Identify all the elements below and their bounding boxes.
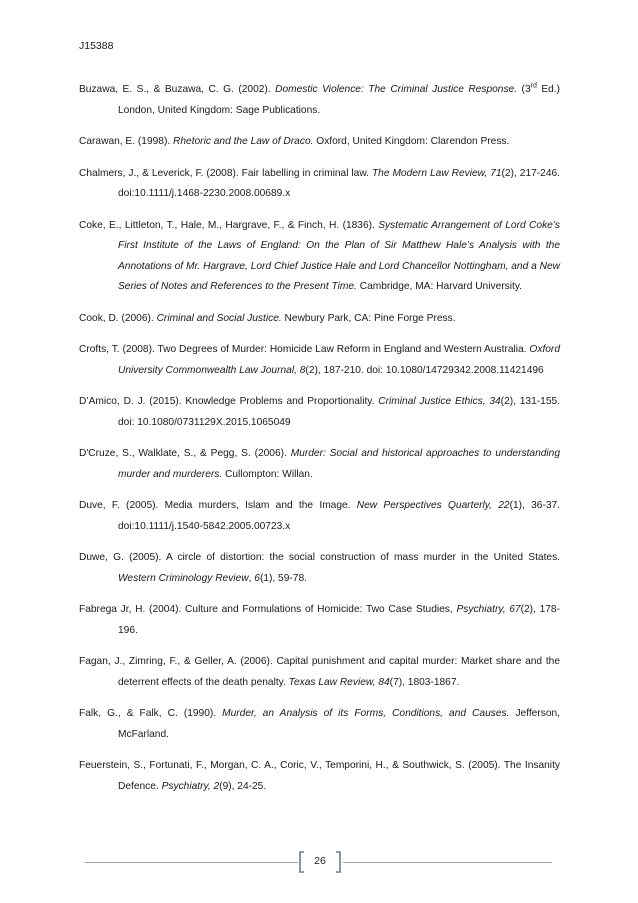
reference-italic-text: Murder: Social and historical approaches to understanding murder and murderers. (118, 448, 561, 480)
reference-text: Cullompton: Willan. (222, 468, 313, 480)
reference-text: Cambridge, MA: Harvard University. (356, 281, 522, 292)
reference-italic-text: Rhetoric and the Law of Draco. (173, 136, 314, 147)
page-number: 26 (314, 855, 326, 867)
reference-italic-text: Criminal and Social Justice. (156, 312, 282, 324)
reference-entry (79, 652, 560, 693)
footer-rule-right (343, 862, 552, 863)
left-bracket-icon (297, 851, 305, 873)
reference-italic-text: Texas Law Review, 84 (288, 676, 390, 688)
reference-superscript: rd (530, 82, 537, 90)
reference-text: (9), 24-25. (219, 780, 267, 792)
reference-entry (79, 600, 560, 641)
reference-text: Carawan, E. (1998). (79, 136, 173, 147)
reference-text: Cook, D. (2006). (79, 312, 157, 324)
reference-list (79, 80, 560, 808)
reference-entry (79, 756, 560, 797)
document-id: J15388 (79, 40, 114, 52)
reference-entry (79, 132, 560, 153)
reference-text: Buzawa, E. S., & Buzawa, C. G. (2002). (79, 84, 276, 95)
reference-text: (2), 178-196. (118, 604, 560, 636)
reference-text: Jefferson, McFarland. (118, 708, 560, 740)
reference-italic-text: Psychiatry, 2 (161, 780, 220, 792)
reference-text: Fagan, J., Zimring, F., & Geller, A. (2006). Capital punishment and capital murder: Market share and the deterrent effects of the death penalty. (79, 656, 560, 688)
reference-text: (2), 187-210. doi: 10.1080/14729342.2008.11421496 (305, 364, 544, 376)
reference-entry (79, 216, 560, 298)
reference-italic-text: New Perspectives Quarterly, 22 (356, 500, 510, 511)
reference-text: (2), 131-155. doi: 10.1080/0731129X.2015.1065049 (118, 396, 560, 428)
reference-text: Falk, G., & Falk, C. (1990). (79, 708, 223, 719)
reference-text: (2), 217-246. doi:10.1111/j.1468-2230.2008.00689.x (118, 167, 560, 199)
reference-text: Feuerstein, S., Fortunati, F., Morgan, C. A., Coric, V., Temporini, H., & Southwick, S. (2005). The Insanity Defence. (79, 760, 560, 792)
reference-italic-text: Oxford University Commonwealth Law Journal, 8 (118, 344, 560, 376)
reference-entry (79, 496, 560, 537)
reference-entry (79, 164, 560, 205)
right-bracket-icon (335, 851, 343, 873)
reference-entry (79, 340, 560, 381)
reference-entry (79, 704, 560, 745)
reference-text: Ed.) London, United Kingdom: Sage Publications. (118, 84, 561, 116)
reference-text: Oxford, United Kingdom: Clarendon Press. (313, 136, 510, 147)
reference-text: Chalmers, J., & Leverick, F. (2008). Fair labelling in criminal law. (79, 167, 372, 179)
footer-rule-left (85, 862, 298, 863)
reference-italic-text: Psychiatry, 67 (456, 604, 521, 615)
reference-text: (7), 1803-1867. (389, 676, 460, 688)
reference-text: Coke, E., Littleton, T., Hale, M., Hargrave, F., & Finch, H. (1836). (79, 219, 379, 231)
reference-text: , (248, 572, 255, 584)
reference-text: Duwe, G. (2005). A circle of distortion: the social construction of mass murder in the United States. (79, 552, 560, 563)
reference-text: D'Cruze, S., Walklate, S., & Pegg, S. (2006). (79, 448, 291, 459)
reference-text: D’Amico, D. J. (2015). Knowledge Problems and Proportionality. (79, 396, 379, 407)
page-footer (0, 850, 638, 880)
reference-italic-text: Systematic Arrangement of Lord Coke’s First Institute of the Laws of England: On the Plan of Sir Matthew Hale’s Analysis with the Annotations of Mr. Hargrave, Lord Chief Justice Hale and Lord Chancellor Nottingham, and a New Series of Notes and References to the Present Time. (118, 219, 561, 292)
reference-entry (79, 392, 560, 433)
reference-text: (1), 59-78. (259, 572, 307, 584)
reference-italic-text: 6 (254, 572, 260, 584)
reference-text: (1), 36-37. doi:10.1111/j.1540-5842.2005.00723.x (118, 500, 560, 532)
reference-text: Duve, F. (2005). Media murders, Islam and the Image. (79, 500, 357, 511)
reference-italic-text: Criminal Justice Ethics, 34 (378, 396, 501, 407)
reference-entry (79, 444, 560, 485)
reference-italic-text: Murder, an Analysis of its Forms, Conditions, and Causes. (222, 708, 510, 719)
reference-text: Crofts, T. (2008). Two Degrees of Murder: Homicide Law Reform in England and Western Australia. (79, 344, 530, 355)
reference-text: (3 (517, 84, 531, 95)
reference-entry (79, 80, 560, 121)
reference-italic-text: Domestic Violence: The Criminal Justice Response. (275, 84, 518, 95)
reference-entry (79, 548, 560, 589)
reference-text: Newbury Park, CA: Pine Forge Press. (281, 312, 456, 324)
reference-italic-text: The Modern Law Review, 71 (371, 167, 502, 179)
reference-text: Fabrega Jr, H. (2004). Culture and Formulations of Homicide: Two Case Studies, (79, 604, 457, 615)
reference-italic-text: Western Criminology Review (118, 572, 249, 584)
reference-entry (79, 309, 560, 330)
